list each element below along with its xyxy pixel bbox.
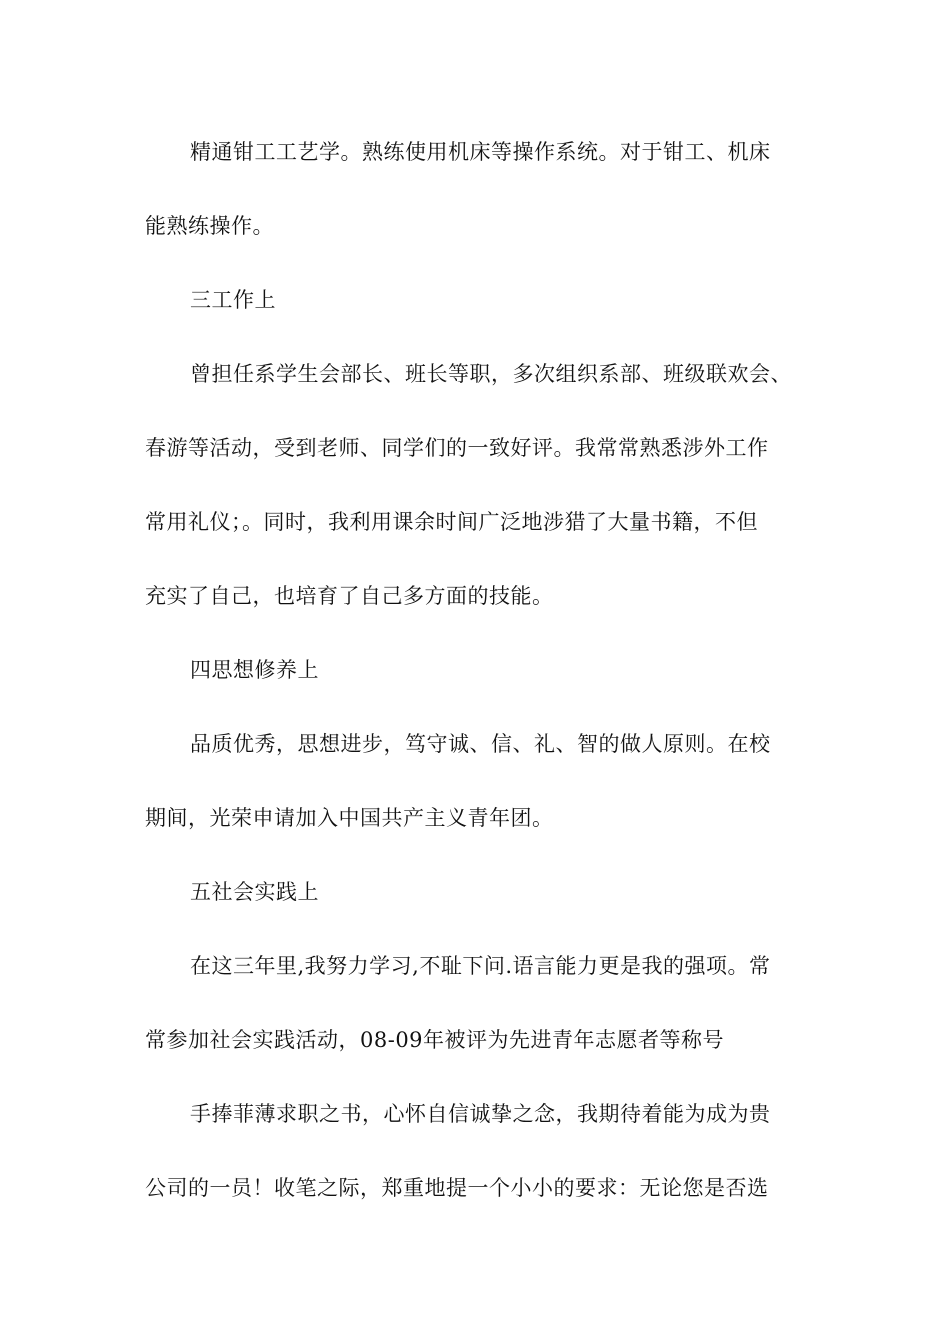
paragraph-line: 常用礼仪；。同时，我利用课余时间广泛地涉猎了大量书籍，不但 — [145, 510, 758, 534]
paragraph-line: 品质优秀，思想进步，笃守诚、信、礼、智的做人原则。在校 — [190, 732, 771, 756]
paragraph-line: 春游等活动，受到老师、同学们的一致好评。我常常熟悉涉外工作 — [145, 436, 769, 460]
paragraph-line: 公司的一员！收笔之际，郑重地提一个小小的要求：无论您是否选 — [145, 1176, 769, 1200]
paragraph-line: 手捧菲薄求职之书，心怀自信诚挚之念，我期待着能为成为贵 — [190, 1102, 771, 1126]
paragraph-line: 精通钳工工艺学。熟练使用机床等操作系统。对于钳工、机床 — [190, 140, 771, 164]
paragraph-line: 能熟练操作。 — [145, 214, 274, 238]
paragraph-line: 充实了自己，也培育了自己多方面的技能。 — [145, 584, 554, 608]
section-heading: 四思想修养上 — [190, 658, 319, 682]
section-heading: 五社会实践上 — [190, 880, 319, 904]
paragraph-line: 在这三年里,我努力学习,不耻下问.语言能力更是我的强项。常 — [190, 954, 771, 978]
paragraph-line: 曾担任系学生会部长、班长等职，多次组织系部、班级联欢会、 — [190, 362, 792, 386]
section-heading: 三工作上 — [190, 288, 276, 312]
paragraph-line: 期间，光荣申请加入中国共产主义青年团。 — [145, 806, 554, 830]
paragraph-line: 常参加社会实践活动，08-09年被评为先进青年志愿者等称号 — [145, 1028, 725, 1052]
